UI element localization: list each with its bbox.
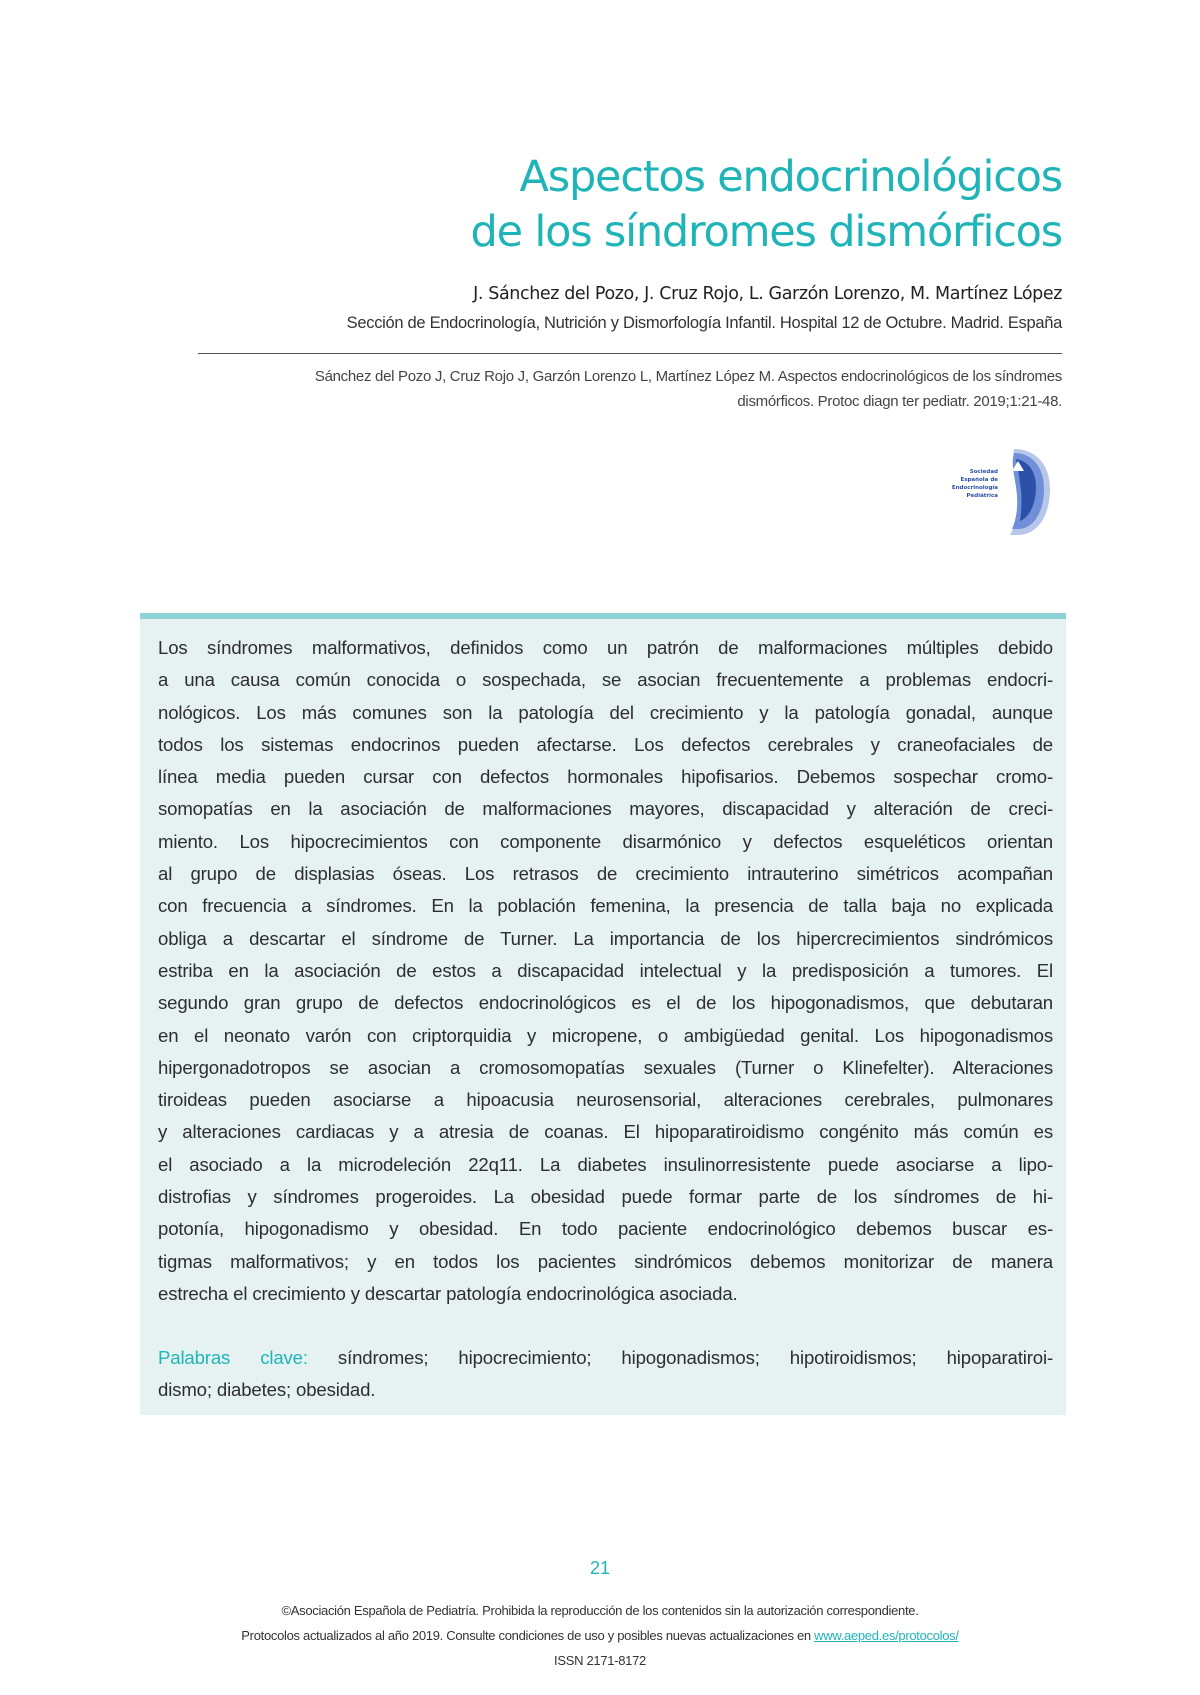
header-divider xyxy=(198,353,1062,354)
citation-line-1: Sánchez del Pozo J, Cruz Rojo J, Garzón Lorenzo L, Martínez López M. Aspectos endocrinológicos de los síndromes xyxy=(314,368,1062,385)
page-number: 21 xyxy=(589,1558,611,1578)
abstract-line: potonía, hipogonadismo y obesidad. En todo paciente endocrinológico debemos buscar es- xyxy=(158,1218,1053,1240)
abstract-line: estriba en la asociación de estos a discapacidad intelectual y la predisposición a tumores. El xyxy=(158,959,1053,981)
abstract-line: el asociado a la microdeleción 22q11. La diabetes insulinorresistente puede asociarse a lipo- xyxy=(158,1153,1053,1175)
logo-text-1: Sociedad xyxy=(969,469,998,475)
abstract-line: todos los sistemas endocrinos pueden afectarse. Los defectos cerebrales y craneofaciales de xyxy=(158,733,1053,755)
logo-text-4: Pediátrica xyxy=(966,493,998,499)
keywords-line-2: dismo; diabetes; obesidad. xyxy=(158,1379,376,1401)
society-logo xyxy=(948,441,1068,541)
issn: ISSN 2171-8172 xyxy=(554,1653,646,1668)
protocols-link[interactable]: www.aeped.es/protocolos/ xyxy=(814,1628,959,1643)
keywords-label: Palabras clave: xyxy=(158,1347,308,1368)
abstract-text xyxy=(158,632,1053,1310)
abstract-line: segundo gran grupo de defectos endocrinológicos es el de los hipogonadismos, que debutaran xyxy=(158,992,1053,1014)
abstract-line: y alteraciones cardiacas y a atresia de coanas. El hipoparatiroidismo congénito más común es xyxy=(158,1121,1053,1143)
keywords xyxy=(158,1342,1053,1407)
article-title xyxy=(262,150,1062,260)
citation xyxy=(182,364,1062,414)
logo-text-2: Española de xyxy=(960,477,998,483)
citation-line-2: dismórficos. Protoc diagn ter pediatr. 2019;1:21-48. xyxy=(737,393,1062,410)
abstract-line: somopatías en la asociación de malformaciones mayores, discapacidad y alteración de creci- xyxy=(158,798,1053,820)
keywords-values-1: síndromes; hipocrecimiento; hipogonadismos; hipotiroidismos; hipoparatiroi- xyxy=(307,1347,1054,1368)
title-line-2: de los síndromes dismórficos xyxy=(470,207,1062,257)
abstract-line: tiroideas pueden asociarse a hipoacusia neurosensorial, alteraciones cerebrales, pulmonares xyxy=(158,1089,1053,1111)
affiliation: Sección de Endocrinología, Nutrición y Dismorfología Infantil. Hospital 12 de Octubre. Madrid. España xyxy=(346,314,1062,332)
abstract-line: miento. Los hipocrecimientos con componente disarmónico y defectos esqueléticos orientan xyxy=(158,830,1053,852)
abstract-line: nológicos. Los más comunes son la patología del crecimiento y la patología gonadal, aunque xyxy=(158,701,1053,723)
update-notice xyxy=(0,1628,1200,1643)
abstract-line: Los síndromes malformativos, definidos como un patrón de malformaciones múltiples debido xyxy=(158,637,1053,658)
abstract-line: obliga a descartar el síndrome de Turner. La importancia de los hipercrecimientos sindrómicos xyxy=(158,927,1053,949)
abstract-line: línea media pueden cursar con defectos hormonales hipofisarios. Debemos sospechar cromo- xyxy=(158,766,1053,788)
abstract-line: al grupo de displasias óseas. Los retrasos de crecimiento intrauterino simétricos acompañan xyxy=(158,863,1053,885)
abstract-line: estrecha el crecimiento y descartar patología endocrinológica asociada. xyxy=(158,1282,738,1304)
copyright-notice: ©Asociación Española de Pediatría. Prohibida la reproducción de los contenidos sin la autorización correspondiente. xyxy=(281,1603,919,1618)
abstract-box xyxy=(140,613,1066,1415)
logo-text-3: Endocrinología xyxy=(951,485,998,491)
abstract-line: distrofias y síndromes progeroides. La obesidad puede formar parte de los síndromes de hi- xyxy=(158,1186,1053,1208)
update-notice-text: Protocolos actualizados al año 2019. Consulte condiciones de uso y posibles nuevas actualizaciones en xyxy=(241,1628,815,1643)
abstract-line: con frecuencia a síndromes. En la población femenina, la presencia de talla baja no explicada xyxy=(158,895,1053,917)
abstract-line: en el neonato varón con criptorquidia y micropene, o ambigüedad genital. Los hipogonadismos xyxy=(158,1024,1053,1046)
keywords-line-1 xyxy=(158,1342,1053,1374)
abstract-line: hipergonadotropos se asocian a cromosomopatías sexuales (Turner o Klinefelter). Alteraciones xyxy=(158,1056,1053,1078)
abstract-line: tigmas malformativos; y en todos los pacientes sindrómicos debemos monitorizar de manera xyxy=(158,1250,1053,1272)
abstract-line: a una causa común conocida o sospechada, se asocian frecuentemente a problemas endocri- xyxy=(158,669,1053,691)
title-line-1: Aspectos endocrinológicos xyxy=(519,152,1062,202)
authors: J. Sánchez del Pozo, J. Cruz Rojo, L. Garzón Lorenzo, M. Martínez López xyxy=(473,284,1062,304)
